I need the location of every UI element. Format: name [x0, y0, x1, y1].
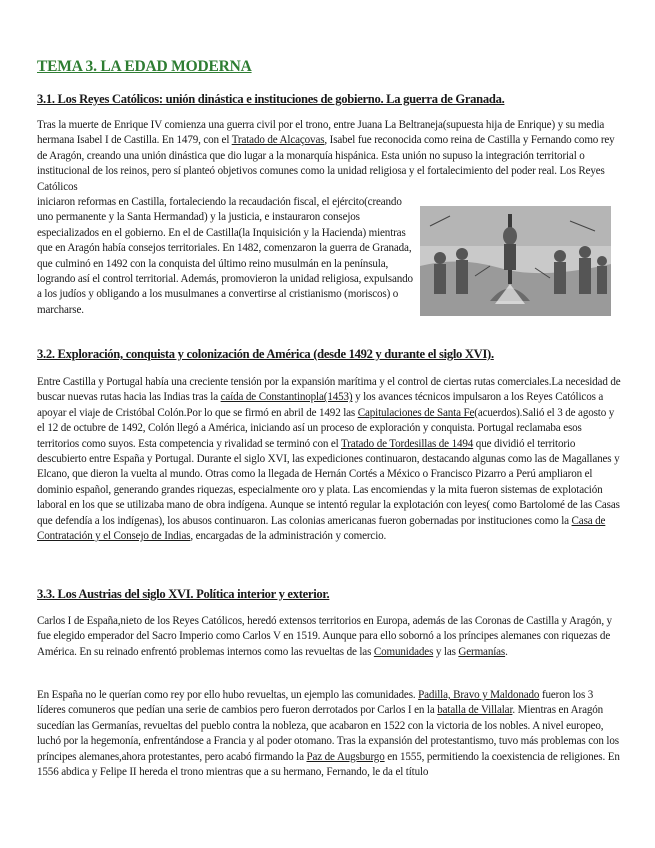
text-run: fueron los 3 líderes comuneros que pedían una serie de cambios pero fueron derrotados por Carlos I en la	[37, 689, 594, 717]
link-tratado-tordesillas: Tratado de Tordesillas de 1494	[341, 437, 474, 450]
link-batalla-villalar: batalla de Villalar	[437, 704, 513, 717]
text-run: y las	[433, 645, 459, 658]
section-heading-3-1: 3.1. Los Reyes Católicos: unión dinástica e instituciones de gobierno. La guerra de Granada.	[37, 92, 505, 106]
link-padilla-bravo-maldonado: Padilla, Bravo y Maldonado	[418, 689, 540, 701]
text-run: . Mientras en Aragón sucedían las Germanías, revueltas del pueblo contra la nobleza, que acabaron en 1522 con la victoria de los nobles. A nivel europeo, luchó por la hegemonía, enfrentándose a Francia y al poder otomano. Tras la expansión del protestantismo, tuvo más problemas con los príncipes alemanes,ahora protestantes, pero acabó firmando la	[37, 704, 619, 763]
link-casa-contratacion: Casa de Contratación y el Consejo de Indias	[37, 514, 606, 543]
section-3-2-paragraph	[37, 375, 621, 544]
section-heading-3-3: 3.3. Los Austrias del siglo XVI. Política interior y exterior.	[37, 587, 330, 601]
text-run: en 1555, permitiendo la coexistencia de religiones. En 1556 abdica y Felipe II hereda el trono mientras que a su hermano, Fernando, le da el título	[37, 750, 620, 779]
historical-engraving-image	[420, 206, 611, 316]
text-run: Tras la muerte de Enrique IV comienza una guerra civil por el trono, entre Juana La Beltraneja(supuesta hija de Enrique) y su media hermana Isabel I de Castilla. En 1479, con el	[37, 119, 605, 147]
text-run: Carlos I de España,nieto de los Reyes Católicos, heredó extensos territorios en Europa, además de las Coronas de Castilla y Aragón, y fue elegido emperador del Sacro Imperio como Carlos V en 1519. Aunque para ello sobornó a los príncipes alemanes con riquezas de América. En su reinado enfrentó problemas internos como las revueltas de las	[37, 615, 612, 658]
section-3-1-paragraph-reforms: iniciaron reformas en Castilla, fortaleciendo la recaudación fiscal, el ejército(creando uno permanente y la Santa Hermandad) y la justicia, e instauraron consejos especializados en el gobierno. En el de Castilla(la Inquisición y la Hacienda) mientras que en Aragón había consejos territoriales. En 1482, comenzaron la guerra de Granada, que culminó en 1492 con la conquista del último reino musulmán en la península, logrando así el control territorial. Además, promovieron la unidad religiosa, expulsando a los judíos y obligando a los musulmanes a convertirse al cristianismo (moriscos) o marcharse.	[37, 196, 413, 316]
text-run: Entre Castilla y Portugal había una creciente tensión por la expansión marítima y el control de ciertas rutas comerciales.La necesidad de buscar nuevas rutas hacia las Indias tras la	[37, 376, 621, 404]
text-run: En España no le querían como rey por ello hubo revueltas, un ejemplo las comunidades.	[37, 689, 419, 701]
text-run: que dividió el territorio descubierto entre España y Portugal. Durante el siglo XVI, las expediciones continuaron, destacando algunas como las de Magallanes y Elcano, que dieron la vuelta al mundo. Otras como la llegada de Hernán Cortés a México o Francisco Pizarro a Perú ampliaron el dominio español, generando grandes riquezas, especialmente oro y plata. Las encomiendas y la mita fueron sistemas de explotación laboral en los que se utilizaba mano de obra indígena. Aunque se intentó regular la explotación con leyes( como Bartolomé de las Casas que defendía a los indígenas), los abusos continuaron. Las colonias americanas fueron gobernadas por instituciones como la	[37, 437, 620, 527]
section-3-3-paragraph-revueltas	[37, 688, 621, 780]
link-capitulaciones-santa-fe: Capitulaciones de Santa Fe	[357, 406, 475, 419]
link-paz-augsburgo: Paz de Augsburgo	[306, 750, 385, 763]
text-run: (acuerdos).Salió el 3 de agosto y el 12 de octubre de 1492, Colón llegó a América, iniciando así un proceso de exploración y conquista. Portugal reclamaba esos territorios como suyos. Esta competencia y rivalidad se terminó con el	[37, 406, 615, 450]
link-caida-constantinopla: caída de Constantinopla(1453)	[220, 391, 353, 404]
text-run: y los avances técnicos impulsaron a los Reyes Católicos a apoyar el viaje de Cristóbal Colón.Por lo que se firmó en abril de 1492 las	[37, 391, 604, 419]
text-run: .	[505, 645, 508, 658]
section-3-1-paragraph-intro	[37, 118, 621, 195]
link-germanias: Germanías	[458, 645, 506, 658]
document-title: TEMA 3. LA EDAD MODERNA	[37, 58, 252, 75]
section-3-3-paragraph-carlos	[37, 614, 621, 660]
text-run: , encargadas de la administración y comercio.	[190, 530, 387, 543]
link-comunidades: Comunidades	[373, 645, 434, 658]
section-heading-3-2: 3.2. Exploración, conquista y colonización de América (desde 1492 y durante el siglo XVI).	[37, 347, 494, 361]
link-tratado-alcacovas: Tratado de Alcaçovas	[231, 134, 325, 147]
text-run: , Isabel fue reconocida como reina de Castilla y Fernando como rey de Aragón, creando una unión dinástica que dio lugar a la monarquía hispánica. Esta unión no supuso la integración territorial o institucional de los reinos, pero sí planteó objetivos comunes como la unidad religiosa y el fortalecimiento del poder real. Los Reyes Católicos	[37, 134, 615, 193]
